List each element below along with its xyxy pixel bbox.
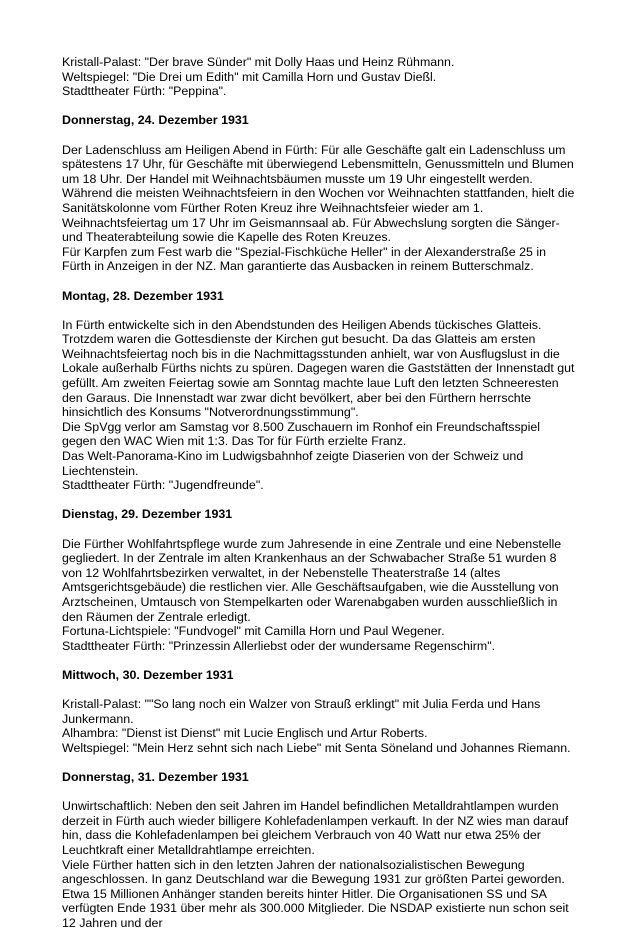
paragraph: Fortuna-Lichtspiele: "Fundvogel" mit Camilla Horn und Paul Wegener.: [62, 624, 445, 639]
section: [62, 289, 575, 493]
section-heading: Donnerstag, 24. Dezember 1931: [62, 113, 249, 128]
paragraph: Weltspiegel: "Mein Herz sehnt sich nach Liebe" mit Senta Söneland und Johannes Riemann.: [62, 740, 571, 755]
section-heading: Mittwoch, 30. Dezember 1931: [62, 667, 234, 682]
paragraph: Kristall-Palast: ""So lang noch ein Walzer von Strauß erklingt" mit Julia Ferda und Hans Junkermann.: [62, 697, 541, 726]
paragraph: Weltspiegel: "Die Drei um Edith" mit Camilla Horn und Gustav Dießl.: [62, 69, 437, 84]
section: [62, 770, 575, 931]
section-heading: Montag, 28. Dezember 1931: [62, 288, 224, 303]
paragraph: Alhambra: "Dienst ist Dienst" mit Lucie Englisch und Artur Roberts.: [62, 726, 428, 741]
paragraph: In Fürth entwickelte sich in den Abendstunden des Heiligen Abends tückisches Glatteis. Trotzdem waren die Gottesdienste der Kirchen gut besucht. Da das Glatteis am ersten Weihnachtsfeiertag noch bis in die Nachmittagsstunden anhielt, war von Ausflugslust in die Lokale außerhalb Fürths nichts zu spüren. Dagegen waren die Gaststätten der Innenstadt gut gefüllt. Am zweiten Feiertag sowie am Sonntag machte laue Luft den letzten Schneeresten den Garaus. Die Innenstadt war zwar dicht bevölkert, aber bei den Fürthern herrschte hinsichtlich des Konsums "Notverordnungsstimmung".: [62, 317, 575, 420]
paragraph: Die Fürther Wohlfahrtspflege wurde zum Jahresende in eine Zentrale und eine Nebenstelle gegliedert. In der Zentrale im alten Krankenhaus an der Schwabacher Straße 51 wurden 8 von 12 Wohlfahrtsbezirken verwaltet, in der Nebenstelle Theaterstraße 14 (altes Amtsgerichtsgebäude) die restlichen vier. Alle Geschäftsaufgaben, wie die Ausstellung von Arztscheinen, Umtausch von Stempelkarten oder Warenabgaben wurden ausschließlich in den Räumen der Zentrale erledigt.: [62, 536, 562, 624]
paragraph: Der Ladenschluss am Heiligen Abend in Fürth: Für alle Geschäfte galt ein Ladenschluss um spätestens 17 Uhr, für Geschäfte mit überwiegend Lebensmitteln, Genussmitteln und Blumen um 18 Uhr. Der Handel mit Weihnachtsbäumen musste um 19 Uhr eingestellt werden.: [62, 142, 574, 186]
section-heading: Dienstag, 29. Dezember 1931: [62, 507, 233, 522]
section: [62, 507, 575, 653]
section: [62, 668, 575, 756]
paragraph: Unwirtschaftlich: Neben den seit Jahren im Handel befindlichen Metalldrahtlampen wurden derzeit in Fürth auch wieder billigere Kohlefadenlampen verkauft. In der NZ wies man darauf hin, dass die Kohlefadenlampen bei gleichem Verbrauch von 40 Watt nur etwa 25% der Leuchtkraft einer Metalldrahtlampe erreichten.: [62, 799, 569, 858]
paragraph: Während die meisten Weihnachtsfeiern in den Wochen vor Weihnachten stattfanden, hielt die Sanitätskolonne vom Fürther Roten Kreuz ihre Weihnachtsfeier wieder am 1. Weihnachtsfeiertag um 17 Uhr im Geismannsaal ab. Für Abwechslung sorgten die Sänger- und Theaterabteilung sowie die Kapelle des Roten Kreuzes.: [62, 186, 575, 245]
paragraph: Viele Fürther hatten sich in den letzten Jahren der nationalsozialistischen Bewegung angeschlossen. In ganz Deutschland war die Bewegung 1931 zur größten Partei geworden. Etwa 15 Millionen Anhänger standen bereits hinter Hitler. Die Organisationen SS und SA verfügten Ende 1931 über mehr als 300.000 Mitglieder. Die NSDAP existierte nun schon seit 12 Jahren und der: [62, 857, 569, 931]
paragraph: Kristall-Palast: "Der brave Sünder" mit Dolly Haas und Heinz Rühmann.: [62, 55, 455, 69]
section: [62, 55, 575, 99]
paragraph: Für Karpfen zum Fest warb die "Spezial-Fischküche Heller" in der Alexanderstraße 25 in Fürth in Anzeigen in der NZ. Man garantierte das Ausbacken in reinem Butterschmalz.: [62, 244, 546, 274]
paragraph: Das Welt-Panorama-Kino im Ludwigsbahnhof zeigte Diaserien von der Schweiz und Liechtenstein.: [62, 449, 524, 478]
section: [62, 113, 575, 274]
section-heading: Donnerstag, 31. Dezember 1931: [62, 770, 249, 785]
paragraph: Stadttheater Fürth: "Peppina".: [62, 84, 227, 99]
paragraph: Stadttheater Fürth: "Jugendfreunde".: [62, 478, 264, 493]
paragraph: Die SpVgg verlor am Samstag vor 8.500 Zuschauern im Ronhof ein Freundschaftsspiel gegen den WAC Wien mit 1:3. Das Tor für Fürth erzielte Franz.: [62, 419, 540, 449]
paragraph: Stadttheater Fürth: "Prinzessin Allerliebst oder der wundersame Regenschirm".: [62, 638, 496, 653]
